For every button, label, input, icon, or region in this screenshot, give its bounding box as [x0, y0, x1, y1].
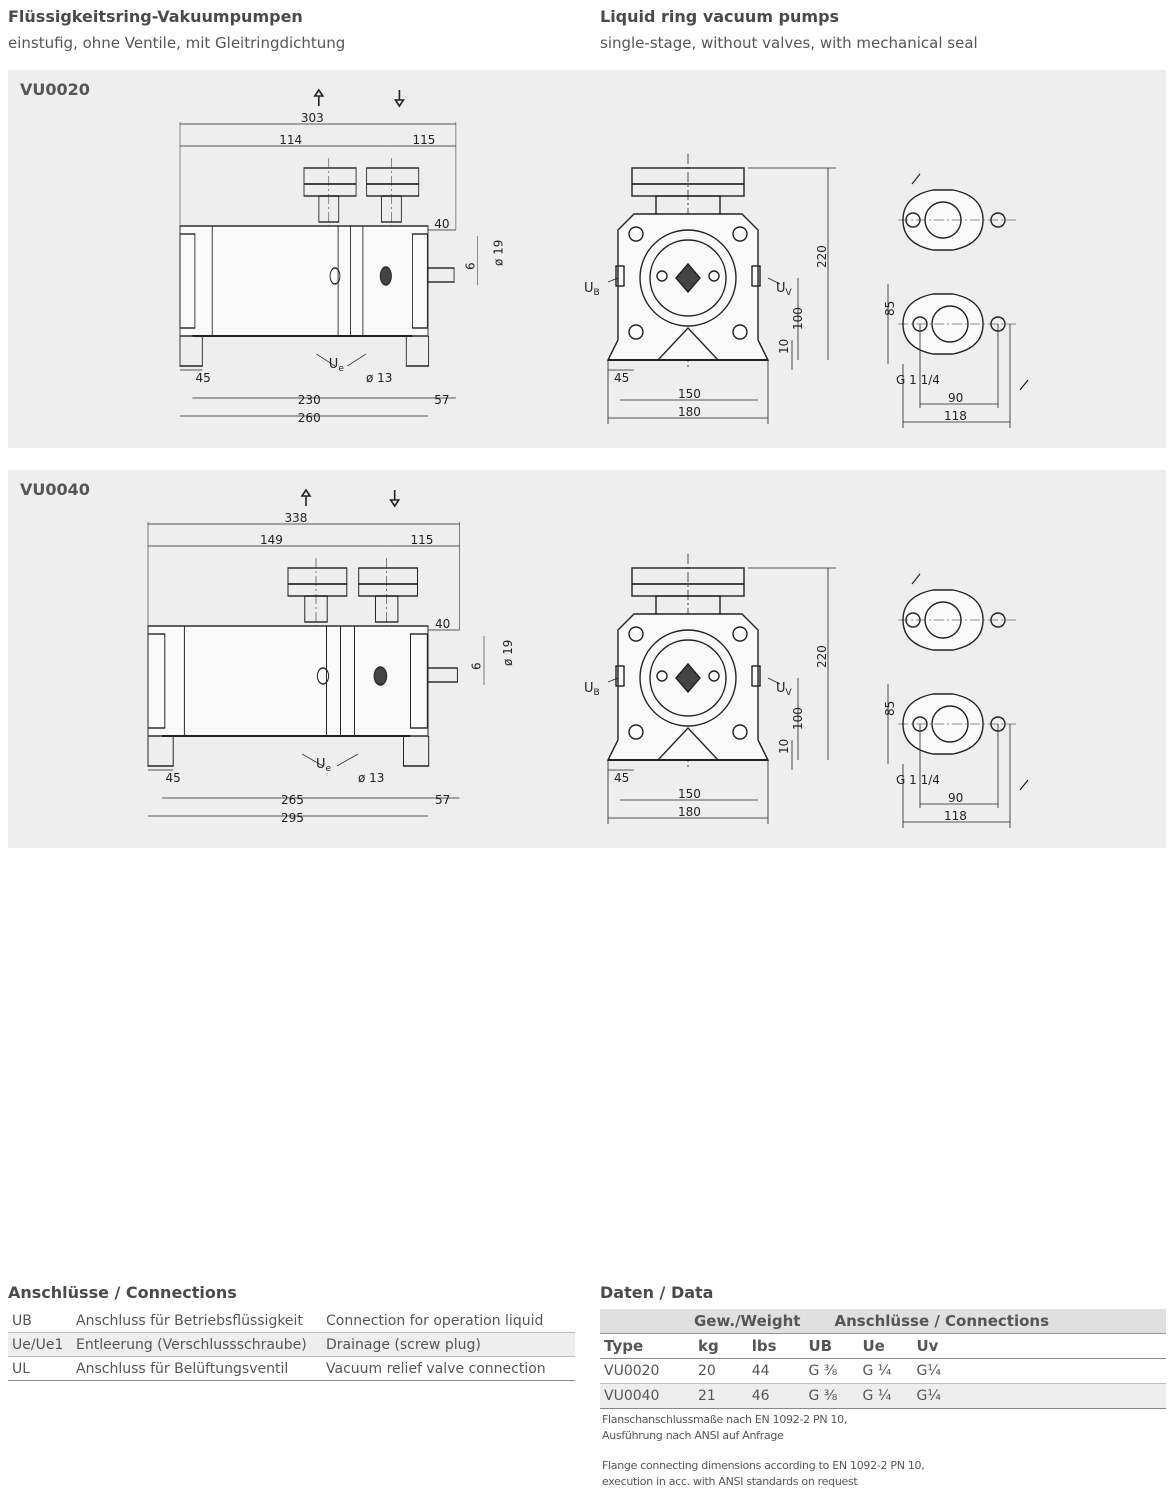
dim-flange-w2: 118: [944, 409, 967, 423]
dim-side-w1: 150: [678, 787, 701, 801]
label-uv: $U_V$: [776, 681, 792, 698]
dim-side-low: 10: [777, 738, 791, 754]
connection-en: Connection for operation liquid: [322, 1309, 575, 1333]
dim-side-height: 220: [815, 245, 829, 268]
drawing-panel-vu0020: [8, 70, 1166, 448]
cell-lbs: 46: [748, 1384, 805, 1409]
dim-side-mid: 100: [791, 707, 805, 730]
flow-arrows: [302, 490, 399, 506]
model-label: VU0040: [20, 480, 90, 499]
col-ue: Ue: [858, 1334, 912, 1359]
connection-de: Anschluss für Betriebsflüssigkeit: [72, 1309, 322, 1333]
dim-overall: 338: [284, 511, 308, 525]
side-view: [608, 154, 836, 424]
connection-row: [8, 1333, 575, 1357]
cell-kg: 21: [680, 1384, 748, 1409]
connection-de: Entleerung (Verschlussschraube): [72, 1333, 322, 1357]
label-ue: $U_e$: [316, 757, 332, 774]
note-en-1: Flange connecting dimensions according to EN 1092-2 PN 10,: [602, 1459, 925, 1472]
cell-ub: G ⅜: [804, 1384, 858, 1409]
cell-type: VU0020: [604, 1363, 660, 1379]
cell-ue: G ¼: [858, 1384, 912, 1409]
dim-key: 6: [469, 662, 484, 670]
label-ub: $U_B$: [584, 281, 600, 298]
dim-side-w2: 180: [678, 805, 701, 819]
dim-flange-w1: 90: [948, 391, 964, 405]
col-lbs: lbs: [748, 1334, 805, 1359]
dim-flange-height: 85: [883, 700, 897, 716]
dim-side-mid: 100: [791, 307, 805, 330]
dim-foot: 45: [195, 371, 211, 385]
note-de-2: Ausführung nach ANSI auf Anfrage: [602, 1429, 784, 1442]
subtitle-de: einstufig, ohne Ventile, mit Gleitringdichtung: [8, 34, 346, 52]
data-row: [600, 1384, 1166, 1409]
group-weight: Gew./Weight: [680, 1309, 804, 1334]
dim-side-foot: 45: [614, 771, 630, 785]
connection-code: Ue/Ue1: [8, 1333, 72, 1357]
dim-hole: ø 13: [358, 771, 385, 785]
data-column-header: [600, 1334, 1166, 1359]
connection-code: UB: [8, 1309, 72, 1333]
cell-ue: G ¼: [862, 1363, 892, 1379]
dim-flange-w2: 118: [944, 809, 967, 823]
dim-side-foot: 45: [614, 371, 630, 385]
col-type: Type: [600, 1334, 680, 1359]
flange-view: [888, 174, 1028, 428]
data-notes: [602, 1412, 924, 1504]
connection-en: Vacuum relief valve connection: [322, 1357, 575, 1381]
side-view: [608, 554, 836, 824]
dim-side-low: 10: [777, 338, 791, 354]
cell-uv: G¼: [916, 1363, 941, 1379]
dim-side-w2: 180: [678, 405, 701, 419]
dim-d1: 149: [260, 533, 283, 547]
data-row: [600, 1359, 1166, 1384]
note-en-2: execution in acc. with ANSI standards on request: [602, 1475, 858, 1488]
cell-type: VU0040: [600, 1384, 680, 1409]
dim-flange-thread: G 1 1/4: [896, 773, 940, 787]
col-ub: UB: [804, 1334, 858, 1359]
dim-side-height: 220: [815, 645, 829, 668]
dim-shaft: 40: [434, 217, 450, 231]
title-de: Flüssigkeitsring-Vakuumpumpen: [8, 7, 303, 26]
title-en: Liquid ring vacuum pumps: [600, 7, 840, 26]
flow-arrows: [315, 90, 404, 106]
connections-title: Anschlüsse / Connections: [8, 1283, 237, 1302]
cell-ub: G ⅜: [808, 1363, 838, 1379]
dim-base2: 295: [281, 811, 304, 825]
col-kg: kg: [680, 1334, 748, 1359]
connection-row: [8, 1357, 575, 1381]
dim-side-w1: 150: [678, 387, 701, 401]
technical-drawing: [8, 470, 1166, 848]
data-group-header: [600, 1309, 1166, 1334]
label-ub: $U_B$: [584, 681, 600, 698]
dim-d1: 114: [279, 133, 303, 147]
dim-shaft-dia: ø 19: [491, 239, 506, 266]
note-de-1: Flanschanschlussmaße nach EN 1092-2 PN 10,: [602, 1413, 848, 1426]
subtitle-en: single-stage, without valves, with mechanical seal: [600, 34, 978, 52]
label-ue: $U_e$: [328, 357, 344, 374]
dim-flange-height: 85: [883, 300, 897, 316]
dim-base1: 230: [297, 393, 321, 407]
dim-base2: 260: [297, 411, 321, 425]
header-en: [600, 7, 978, 52]
cell-lbs: 44: [751, 1363, 770, 1379]
connection-en: Drainage (screw plug): [322, 1333, 575, 1357]
dim-hole: ø 13: [366, 371, 393, 385]
group-connections: Anschlüsse / Connections: [804, 1309, 1166, 1334]
data-title: Daten / Data: [600, 1283, 714, 1302]
cell-uv: G¼: [912, 1384, 1115, 1409]
label-uv: $U_V$: [776, 281, 792, 298]
cell-kg: 20: [698, 1363, 716, 1379]
header-de: [8, 7, 345, 52]
technical-drawing: [8, 70, 1166, 448]
dim-right: 57: [435, 793, 451, 807]
flange-view: [888, 574, 1028, 828]
dim-base1: 265: [281, 793, 304, 807]
dim-right: 57: [434, 393, 450, 407]
col-uv: Uv: [912, 1334, 1115, 1359]
dim-shaft-dia: ø 19: [501, 639, 515, 666]
dim-key: 6: [463, 262, 478, 270]
dim-shaft: 40: [435, 617, 451, 631]
dim-d2: 115: [410, 533, 434, 547]
data-table: [600, 1309, 1166, 1409]
dim-flange-w1: 90: [948, 791, 964, 805]
drawing-panel-vu0040: [8, 470, 1166, 848]
dim-flange-thread: G 1 1/4: [896, 373, 940, 387]
dim-foot: 45: [165, 771, 181, 785]
model-label: VU0020: [20, 80, 90, 99]
connection-code: UL: [8, 1357, 72, 1381]
connection-row: [8, 1309, 575, 1333]
connections-table: [8, 1309, 575, 1381]
connection-de: Anschluss für Belüftungsventil: [72, 1357, 322, 1381]
dim-overall: 303: [300, 111, 324, 125]
dim-d2: 115: [412, 133, 436, 147]
